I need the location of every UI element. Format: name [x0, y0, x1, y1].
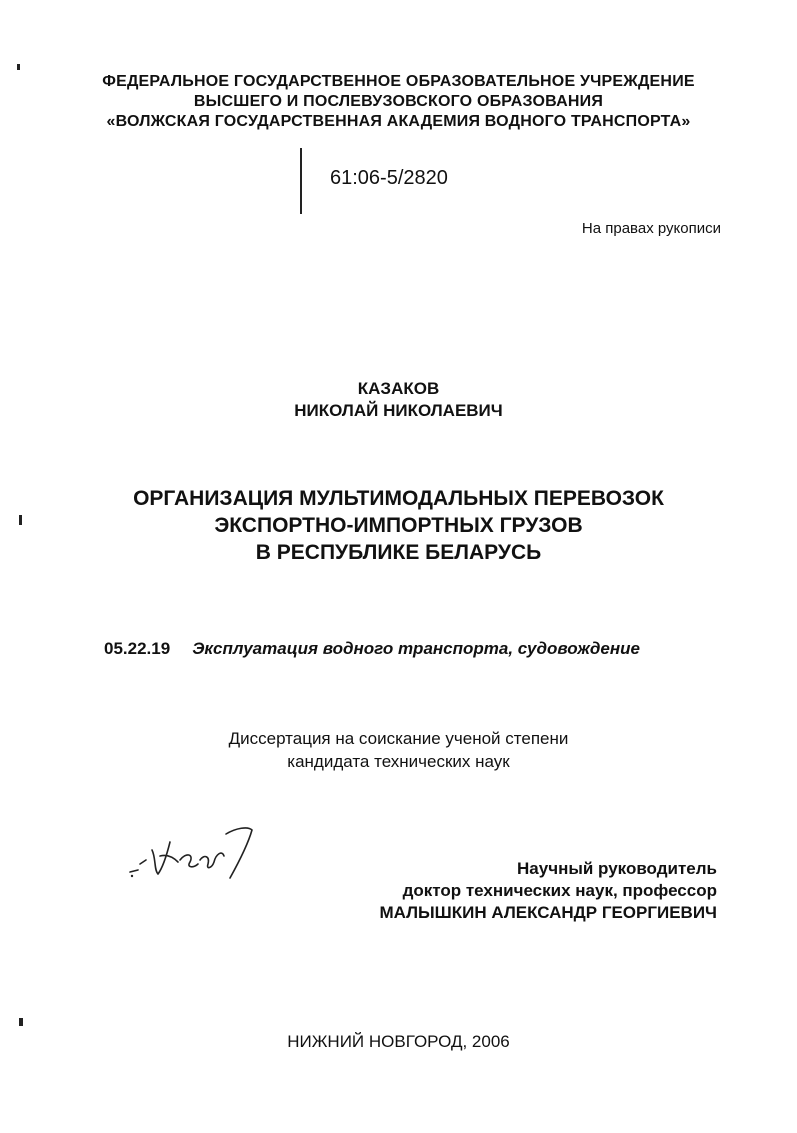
- supervisor-block: [379, 858, 717, 924]
- supervisor-role: Научный руководитель: [517, 859, 717, 878]
- catalog-code-bar: [300, 148, 302, 214]
- supervisor-name: МАЛЫШКИН АЛЕКСАНДР ГЕОРГИЕВИЧ: [379, 903, 717, 922]
- institution-line: «ВОЛЖСКАЯ ГОСУДАРСТВЕННАЯ АКАДЕМИЯ ВОДНОГО ТРАНСПОРТА»: [106, 113, 691, 130]
- title-line: ОРГАНИЗАЦИЯ МУЛЬТИМОДАЛЬНЫХ ПЕРЕВОЗОК: [133, 487, 664, 510]
- institution-line: ВЫСШЕГО И ПОСЛЕВУЗОВСКОГО ОБРАЗОВАНИЯ: [193, 93, 604, 110]
- institution-header: [0, 72, 797, 132]
- degree-line: Диссертация на соискание ученой степени: [228, 729, 569, 748]
- scan-speck: [17, 64, 20, 70]
- manuscript-rights: На правах рукописи: [581, 220, 721, 237]
- catalog-code-block: [300, 148, 560, 214]
- degree-line: кандидата технических наук: [287, 752, 510, 771]
- institution-line: ФЕДЕРАЛЬНОЕ ГОСУДАРСТВЕННОЕ ОБРАЗОВАТЕЛЬНОЕ УЧРЕЖДЕНИЕ: [102, 73, 695, 90]
- author-block: [0, 378, 797, 422]
- specialty-code: 05.22.19: [104, 639, 171, 658]
- author-surname: КАЗАКОВ: [357, 379, 440, 398]
- catalog-code: 61:06-5/2820: [330, 167, 448, 189]
- specialty-name: Эксплуатация водного транспорта, судовождение: [192, 639, 640, 658]
- title-line: В РЕСПУБЛИКЕ БЕЛАРУСЬ: [255, 541, 542, 564]
- specialty: [104, 638, 640, 660]
- supervisor-title: доктор технических наук, профессор: [402, 881, 717, 900]
- scan-speck: [19, 1018, 23, 1026]
- title-line: ЭКСПОРТНО-ИМПОРТНЫХ ГРУЗОВ: [214, 514, 583, 537]
- handwritten-signature: [124, 820, 258, 886]
- degree-statement: [0, 727, 797, 773]
- dissertation-title: [0, 485, 797, 566]
- author-name: НИКОЛАЙ НИКОЛАЕВИЧ: [294, 401, 503, 420]
- city-year: НИЖНИЙ НОВГОРОД, 2006: [287, 1032, 510, 1051]
